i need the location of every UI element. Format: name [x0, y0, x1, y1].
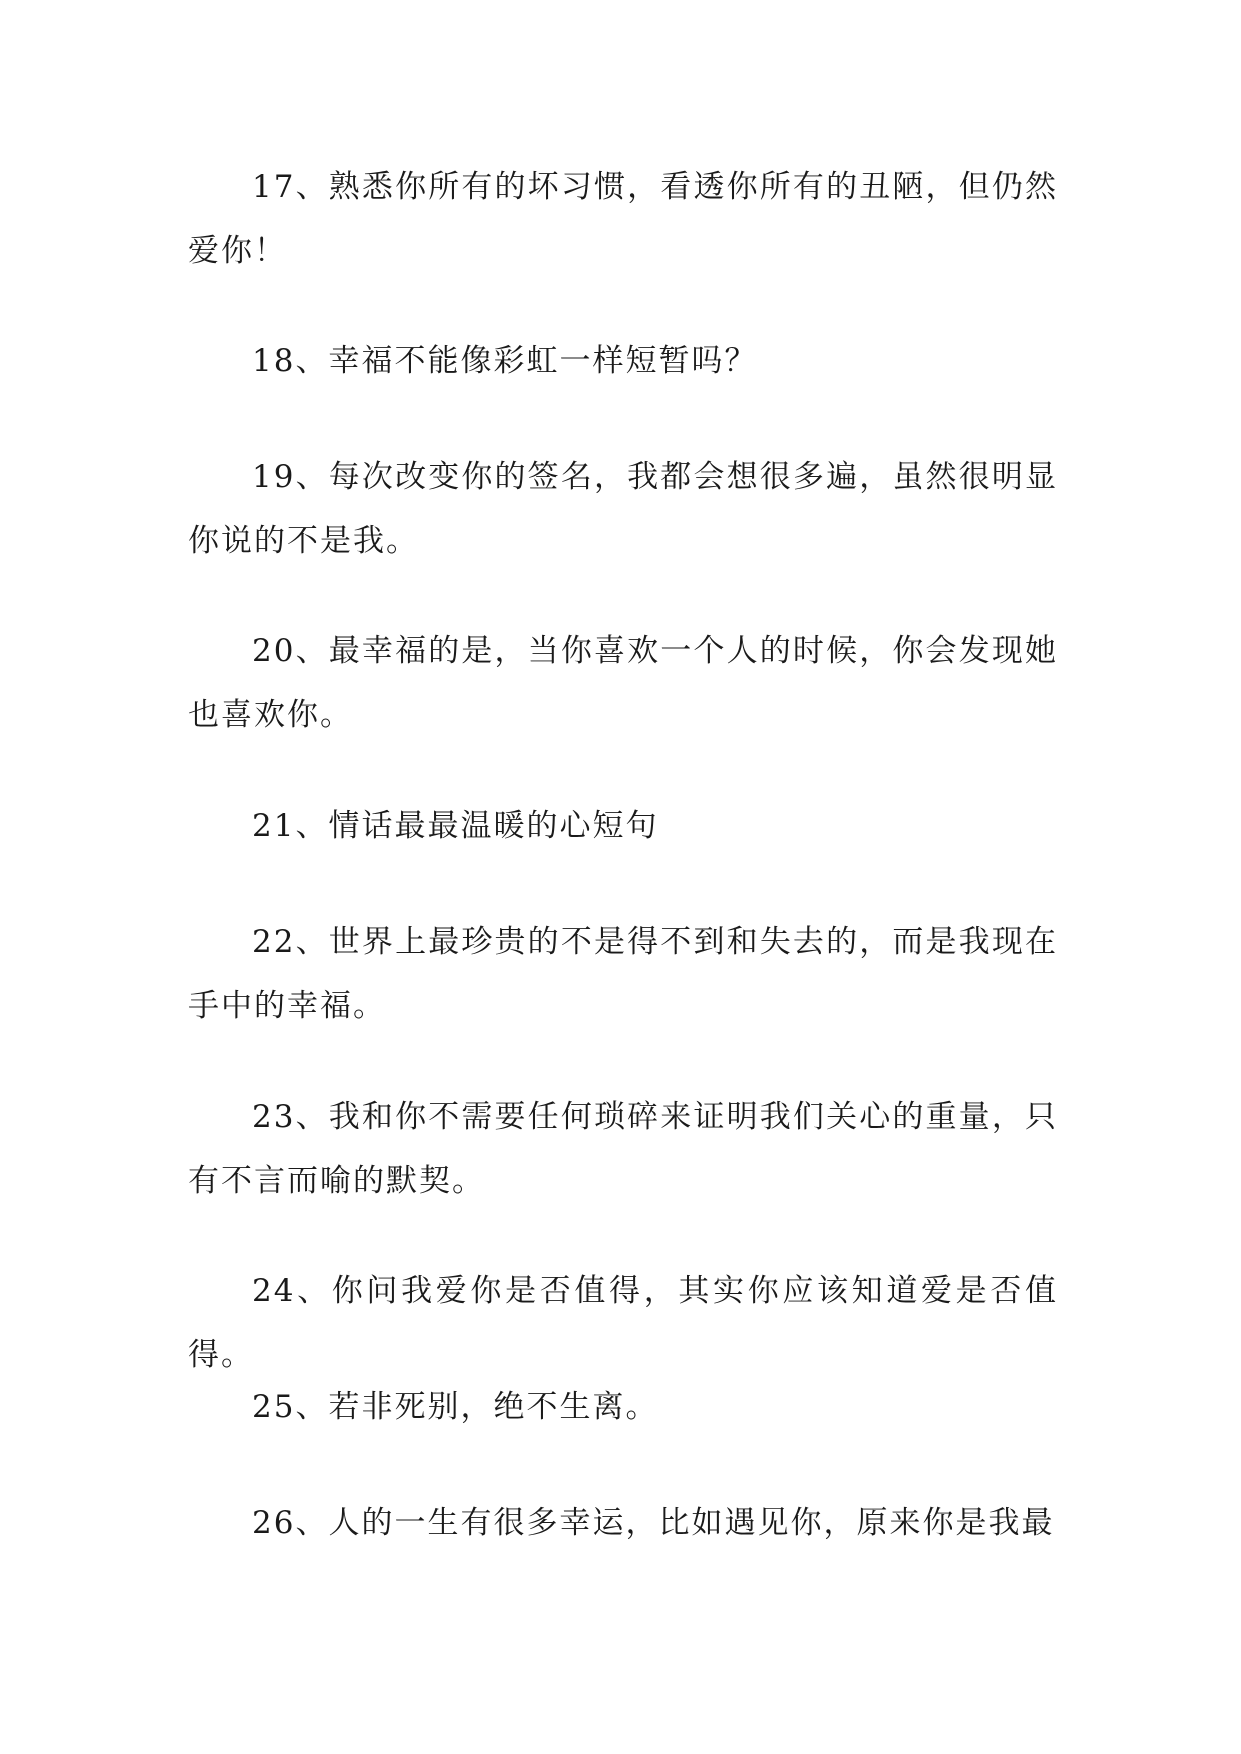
paragraph-17: 17、熟悉你所有的坏习惯，看透你所有的丑陋，但仍然爱你！	[188, 169, 1058, 269]
paragraph-24: 24、你问我爱你是否值得，其实你应该知道爱是否值得。	[188, 1273, 1058, 1373]
paragraph-23: 23、我和你不需要任何琐碎来证明我们关心的重量，只有不言而喻的默契。	[188, 1099, 1058, 1199]
paragraph-18: 18、幸福不能像彩虹一样短暂吗？	[252, 343, 758, 379]
paragraph-19: 19、每次改变你的签名，我都会想很多遍，虽然很明显你说的不是我。	[188, 459, 1058, 559]
paragraph-22: 22、世界上最珍贵的不是得不到和失去的，而是我现在手中的幸福。	[188, 924, 1058, 1024]
paragraph-26: 26、人的一生有很多幸运，比如遇见你，原来你是我最	[252, 1505, 1055, 1541]
paragraph-25: 25、若非死别，绝不生离。	[252, 1389, 659, 1425]
paragraph-21: 21、情话最最温暖的心短句	[252, 808, 659, 844]
paragraph-20: 20、最幸福的是，当你喜欢一个人的时候，你会发现她也喜欢你。	[188, 633, 1058, 733]
